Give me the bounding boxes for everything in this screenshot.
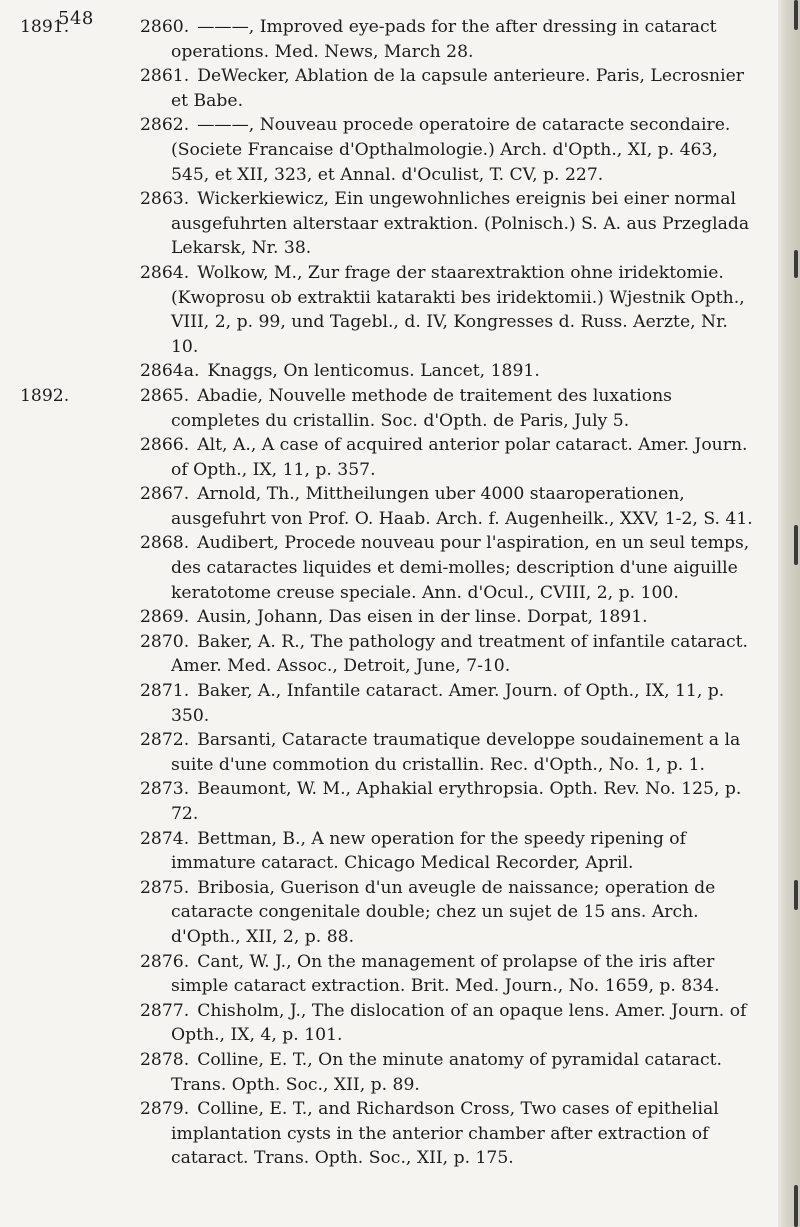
entry-number: 2863. — [140, 189, 190, 210]
entry-number: 2874. — [140, 828, 190, 849]
bibliography-entry — [20, 1097, 760, 1171]
entry-citation: Abadie, Nouvelle methode de traitement des luxations completes du cristallin. Soc. d'Opth. de Paris, July 5. — [171, 385, 672, 431]
entry-number: 2867. — [140, 484, 190, 505]
entry-citation: Barsanti, Cataracte traumatique developpe soudainement a la suite d'une commotion du cristallin. Rec. d'Opth., No. 1, p. 1. — [171, 730, 741, 775]
entry-number: 2877. — [140, 1000, 190, 1021]
entry-citation: Colline, E. T., and Richardson Cross, Two cases of epithelial implantation cysts in the anterior chamber after extraction of cataract. Trans. Opth. Soc., XII, p. 175. — [171, 1099, 719, 1169]
entry-number: 2868. — [140, 533, 190, 554]
bibliography-list — [20, 15, 760, 1171]
entry-citation: ———, Nouveau procede operatoire de cataracte secondaire. (Societe Francaise d'Opthalmologie.) Arch. d'Opth., XI, p. 463, 545, et XII, 323, et Annal. d'Oculist, T. CV, p. 227. — [171, 115, 731, 185]
bibliography-entry — [20, 605, 760, 630]
entry-number: 2860. — [140, 17, 190, 37]
entry-number: 2878. — [140, 1049, 190, 1070]
edge-mark — [794, 525, 798, 565]
entry-citation: Colline, E. T., On the minute anatomy of pyramidal cataract. Trans. Opth. Soc., XII, p. 89. — [171, 1049, 723, 1095]
entry-citation: Chisholm, J., The dislocation of an opaque lens. Amer. Journ. of Opth., IX, 4, p. 101. — [171, 1000, 747, 1046]
entry-number: 2861. — [140, 66, 190, 87]
entry-number: 2870. — [140, 631, 190, 652]
bibliography-entry — [20, 15, 760, 64]
entry-citation: Cant, W. J., On the management of prolapse of the iris after simple cataract extraction. Brit. Med. Journ., No. 1659, p. 834. — [171, 951, 720, 997]
entry-citation: Beaumont, W. M., Aphakial erythropsia. Opth. Rev. No. 125, p. 72. — [171, 779, 742, 824]
entry-citation: Wolkow, M., Zur frage der staarextraktion ohne iridektomie. (Kwoprosu ob extraktii katarakti bes iridektomii.) Wjestnik Opth., VIII, 2, p. 99, und Tagebl., d. IV, Kongresses d. Russ. Aerzte, Nr. 10. — [171, 262, 745, 357]
bibliography-entry — [20, 433, 760, 482]
entry-number: 2864. — [140, 262, 190, 283]
entry-number: 2864a. — [140, 361, 200, 382]
entry-number: 2866. — [140, 435, 190, 456]
entry-citation: Wickerkiewicz, Ein ungewohnliches ereignis bei einer normal ausgefuhrten alterstaar extraktion. (Polnisch.) S. A. aus Przeglada Lekarsk, Nr. 38. — [171, 189, 750, 259]
bibliography-entry — [20, 64, 760, 113]
entry-citation: Alt, A., A case of acquired anterior polar cataract. Amer. Journ. of Opth., IX, 11, p. 357. — [171, 435, 748, 480]
entry-citation: Bribosia, Guerison d'un aveugle de naissance; operation de cataracte congenitale double; chez un sujet de 15 ans. Arch. d'Opth., XII, 2, p. 88. — [171, 877, 716, 947]
entry-citation: Baker, A. R., The pathology and treatment of infantile cataract. Amer. Med. Assoc., Detroit, June, 7-10. — [171, 631, 748, 677]
entry-number: 2869. — [140, 607, 190, 628]
entry-number: 2862. — [140, 115, 190, 136]
page-edge — [778, 0, 800, 1227]
edge-mark — [794, 880, 798, 910]
bibliography-entry — [20, 876, 760, 950]
edge-mark — [794, 250, 798, 278]
bibliography-entry — [20, 777, 760, 826]
bibliography-entry — [20, 827, 760, 876]
entry-citation: Audibert, Procede nouveau pour l'aspiration, en un seul temps, des cataractes liquides et demi-molles; description d'une aiguille keratotome creuse speciale. Ann. d'Ocul., CVIII, 2, p. 100. — [171, 533, 750, 603]
entry-citation: Baker, A., Infantile cataract. Amer. Journ. of Opth., IX, 11, p. 350. — [171, 681, 725, 726]
entry-year: 1891. — [20, 17, 70, 37]
entry-number: 2876. — [140, 951, 190, 972]
entry-citation: Knaggs, On lenticomus. Lancet, 1891. — [207, 361, 540, 382]
entry-year: 1892. — [20, 385, 70, 406]
bibliography-entry — [20, 482, 760, 531]
edge-mark — [794, 1185, 798, 1227]
bibliography-entry — [20, 679, 760, 728]
entry-number: 2875. — [140, 877, 190, 898]
bibliography-entry — [20, 630, 760, 679]
page-number: 548 — [58, 8, 94, 29]
bibliography-entry — [20, 187, 760, 261]
entry-citation: DeWecker, Ablation de la capsule anterieure. Paris, Lecrosnier et Babe. — [171, 66, 744, 111]
entry-citation: Ausin, Johann, Das eisen in der linse. Dorpat, 1891. — [197, 607, 648, 628]
bibliography-entry — [20, 113, 760, 187]
bibliography-entry — [20, 384, 760, 433]
entry-citation: ———, Improved eye-pads for the after dressing in cataract operations. Med. News, March 28. — [171, 17, 717, 62]
entry-number: 2865. — [140, 385, 190, 406]
bibliography-entry — [20, 1048, 760, 1097]
bibliography-entry — [20, 531, 760, 605]
edge-mark — [794, 0, 798, 30]
entry-citation: Bettman, B., A new operation for the speedy ripening of immature cataract. Chicago Medical Recorder, April. — [171, 828, 686, 874]
bibliography-entry — [20, 950, 760, 999]
entry-number: 2872. — [140, 730, 190, 751]
entry-number: 2879. — [140, 1099, 190, 1120]
entry-number: 2873. — [140, 779, 190, 800]
entry-number: 2871. — [140, 681, 190, 702]
entry-citation: Arnold, Th., Mittheilungen uber 4000 staaroperationen, ausgefuhrt von Prof. O. Haab. Arch. f. Augenheilk., XXV, 1-2, S. 41. — [171, 484, 753, 529]
bibliography-entry — [20, 359, 760, 384]
bibliography-entry — [20, 999, 760, 1048]
bibliography-entry — [20, 261, 760, 359]
bibliography-entry — [20, 728, 760, 777]
